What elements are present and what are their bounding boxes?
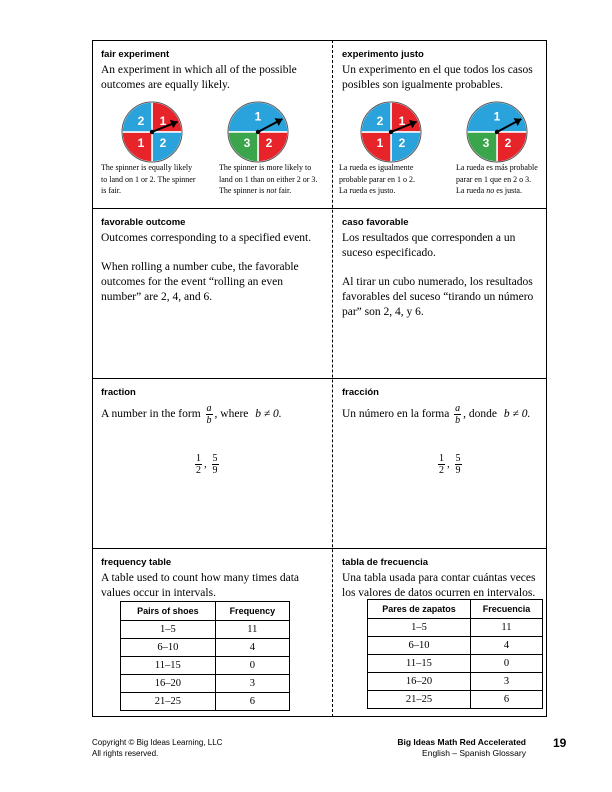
fraction-examples (436, 453, 464, 476)
fair-spinner-diagram (117, 97, 187, 167)
table-row (368, 673, 543, 691)
term-title: tabla de frecuencia (342, 557, 429, 568)
caption-line: parar en 1 que en 2 o 3. (456, 174, 532, 184)
sector-label: 1 (159, 113, 167, 128)
fraction-numerator: 1 (196, 453, 201, 464)
entry-frequency-table-en (93, 549, 331, 716)
caption-line: land on 1 than on either 2 or 3. (219, 174, 318, 184)
caption-line: probable parar en 1 o 2. (339, 174, 415, 184)
fraction-definition (342, 403, 530, 426)
column-header: Pares de zapatos (368, 600, 471, 619)
fraction-denominator: b (455, 415, 461, 426)
fraction-definition (101, 403, 282, 426)
table-cell: 11–15 (121, 657, 216, 675)
sector-label: 2 (159, 136, 167, 151)
term-definition (342, 63, 538, 93)
definition-text: Los resultados que corresponden a un suceso especificado. (342, 232, 516, 259)
book-info (397, 737, 526, 759)
table-cell: 4 (215, 639, 289, 657)
sector-label: 1 (254, 109, 262, 124)
term-title: fracción (342, 387, 379, 398)
entry-frequency-table-es (334, 549, 546, 716)
table-row (121, 693, 290, 711)
term-definition (342, 231, 538, 320)
table-cell: 3 (470, 673, 542, 691)
fraction-numerator: a (455, 403, 461, 414)
caption-text: es justa. (494, 186, 522, 195)
spinner-pivot (389, 130, 393, 134)
sector-label: 1 (493, 109, 501, 124)
column-header: Pairs of shoes (121, 602, 216, 621)
sector-label: 1 (376, 136, 384, 151)
term-title: fraction (101, 387, 136, 398)
sector-label: 2 (504, 136, 512, 151)
table-cell: 0 (215, 657, 289, 675)
entry-fraction-en (93, 379, 331, 548)
fair-spinner-diagram (356, 97, 426, 167)
definition-text: Outcomes corresponding to a specified event. (101, 232, 312, 244)
fair-spinner-caption (101, 162, 196, 197)
caption-line: The spinner is more likely to (219, 163, 312, 172)
unfair-spinner-diagram (223, 97, 293, 167)
table-row (368, 637, 543, 655)
caption-text: La rueda (456, 186, 487, 195)
entry-fair-experiment-en (93, 41, 331, 208)
fraction-numerator: 1 (439, 453, 444, 464)
entry-fraction-es (334, 379, 546, 548)
table-cell: 6–10 (121, 639, 216, 657)
fraction-denominator: 9 (212, 465, 218, 476)
copyright-notice (92, 737, 222, 759)
table-row (121, 621, 290, 639)
fraction-form (454, 403, 461, 426)
table-row (368, 619, 543, 637)
definition-text: Un número en la forma (342, 408, 450, 421)
fraction-denominator: 2 (439, 465, 444, 476)
fraction-separator: , (447, 458, 450, 471)
table-cell: 6 (215, 693, 289, 711)
caption-line: La rueda es más probable (456, 163, 538, 172)
table-row (368, 691, 543, 709)
fraction-condition: b ≠ 0. (503, 408, 531, 421)
sector-label: 1 (398, 113, 406, 128)
caption-line: is fair. (101, 186, 121, 195)
example-text: Al tirar un cubo numerado, los resultados favorables del suceso “tirando un número par” son 2, 4, y 6. (342, 276, 534, 318)
table-row (368, 655, 543, 673)
caption-line (456, 185, 538, 197)
term-title: experimento justo (342, 49, 424, 60)
table-cell: 1–5 (121, 621, 216, 639)
caption-line: La rueda es justo. (339, 186, 396, 195)
sector-label: 2 (265, 136, 273, 151)
sector-label: 2 (137, 113, 145, 128)
caption-emphasis: no (486, 186, 495, 195)
fraction-form (206, 403, 213, 426)
definition-text: Un experimento en el que todos los casos posibles son igualmente probables. (342, 64, 533, 91)
fraction-example (455, 453, 462, 476)
fraction-numerator: 5 (212, 453, 218, 464)
table-cell: 4 (470, 637, 542, 655)
glossary-title: English – Spanish Glossary (422, 748, 526, 758)
unfair-spinner-diagram (462, 97, 532, 167)
entry-favorable-outcome-en (93, 209, 331, 378)
fraction-example (438, 453, 445, 476)
table-cell: 11 (215, 621, 289, 639)
example-text: When rolling a number cube, the favorable outcomes for the event “rolling an even number” are 2, 4, and 6. (101, 261, 299, 303)
term-title: caso favorable (342, 217, 409, 228)
entry-favorable-outcome-es (334, 209, 546, 378)
definition-text: , where (214, 408, 249, 421)
fraction-examples (193, 453, 221, 476)
caption-line: to land on 1 or 2. The spinner (101, 174, 196, 184)
spinner-pivot (256, 130, 260, 134)
table-cell: 0 (470, 655, 542, 673)
spinner-pivot (495, 130, 499, 134)
table-cell: 6 (470, 691, 542, 709)
sector-label: 1 (137, 136, 145, 151)
table-cell: 1–5 (368, 619, 471, 637)
table-row (121, 639, 290, 657)
page-number: 19 (553, 736, 567, 750)
term-definition (101, 231, 323, 305)
definition-text: A table used to count how many times data values occur in intervals. (101, 572, 300, 599)
table-cell: 11–15 (368, 655, 471, 673)
definition-text: An experiment in which all of the possible outcomes are equally likely. (101, 64, 297, 91)
term-definition (101, 63, 323, 93)
entry-fair-experiment-es (334, 41, 546, 208)
table-cell: 6–10 (368, 637, 471, 655)
spinner-pivot (150, 130, 154, 134)
book-title: Big Ideas Math Red Accelerated (397, 737, 526, 747)
caption-text: The spinner is (219, 186, 267, 195)
fraction-denominator: b (206, 415, 212, 426)
fraction-numerator: a (206, 403, 212, 414)
fraction-example (212, 453, 219, 476)
fraction-denominator: 2 (196, 465, 201, 476)
table-row (121, 675, 290, 693)
fraction-condition: b ≠ 0. (255, 408, 282, 421)
caption-text: fair. (276, 186, 292, 195)
table-cell: 16–20 (368, 673, 471, 691)
sector-label: 2 (376, 113, 384, 128)
table-row (121, 657, 290, 675)
term-title: frequency table (101, 557, 172, 568)
unfair-spinner-caption (219, 162, 317, 197)
caption-line (219, 185, 317, 197)
table-cell: 11 (470, 619, 542, 637)
definition-text: A number in the form (101, 408, 201, 421)
caption-line: The spinner is equally likely (101, 163, 193, 172)
term-title: fair experiment (101, 49, 170, 60)
copyright-text: Copyright © Big Ideas Learning, LLC (92, 738, 223, 747)
term-definition (342, 571, 538, 601)
frequency-table (120, 601, 290, 711)
fraction-example (195, 453, 202, 476)
definition-text: , donde (463, 408, 498, 421)
sector-label: 2 (398, 136, 406, 151)
fair-spinner-caption (339, 162, 415, 197)
term-definition (101, 571, 323, 601)
table-header-row (368, 600, 543, 619)
frequency-table (367, 599, 543, 709)
caption-emphasis: not (266, 186, 277, 195)
table-cell: 3 (215, 675, 289, 693)
table-cell: 16–20 (121, 675, 216, 693)
caption-line: La rueda es igualmente (339, 163, 414, 172)
table-cell: 21–25 (121, 693, 216, 711)
column-header: Frecuencia (470, 600, 542, 619)
sector-label: 3 (243, 136, 251, 151)
term-title: favorable outcome (101, 217, 186, 228)
rights-text: All rights reserved. (92, 749, 159, 758)
fraction-numerator: 5 (455, 453, 461, 464)
unfair-spinner-caption (456, 162, 538, 197)
sector-label: 3 (482, 136, 490, 151)
table-cell: 21–25 (368, 691, 471, 709)
definition-text: Una tabla usada para contar cuántas veces los valores de datos ocurren en intervalos. (342, 572, 536, 599)
column-header: Frequency (215, 602, 289, 621)
table-header-row (121, 602, 290, 621)
fraction-separator: , (204, 458, 207, 471)
fraction-denominator: 9 (455, 465, 461, 476)
